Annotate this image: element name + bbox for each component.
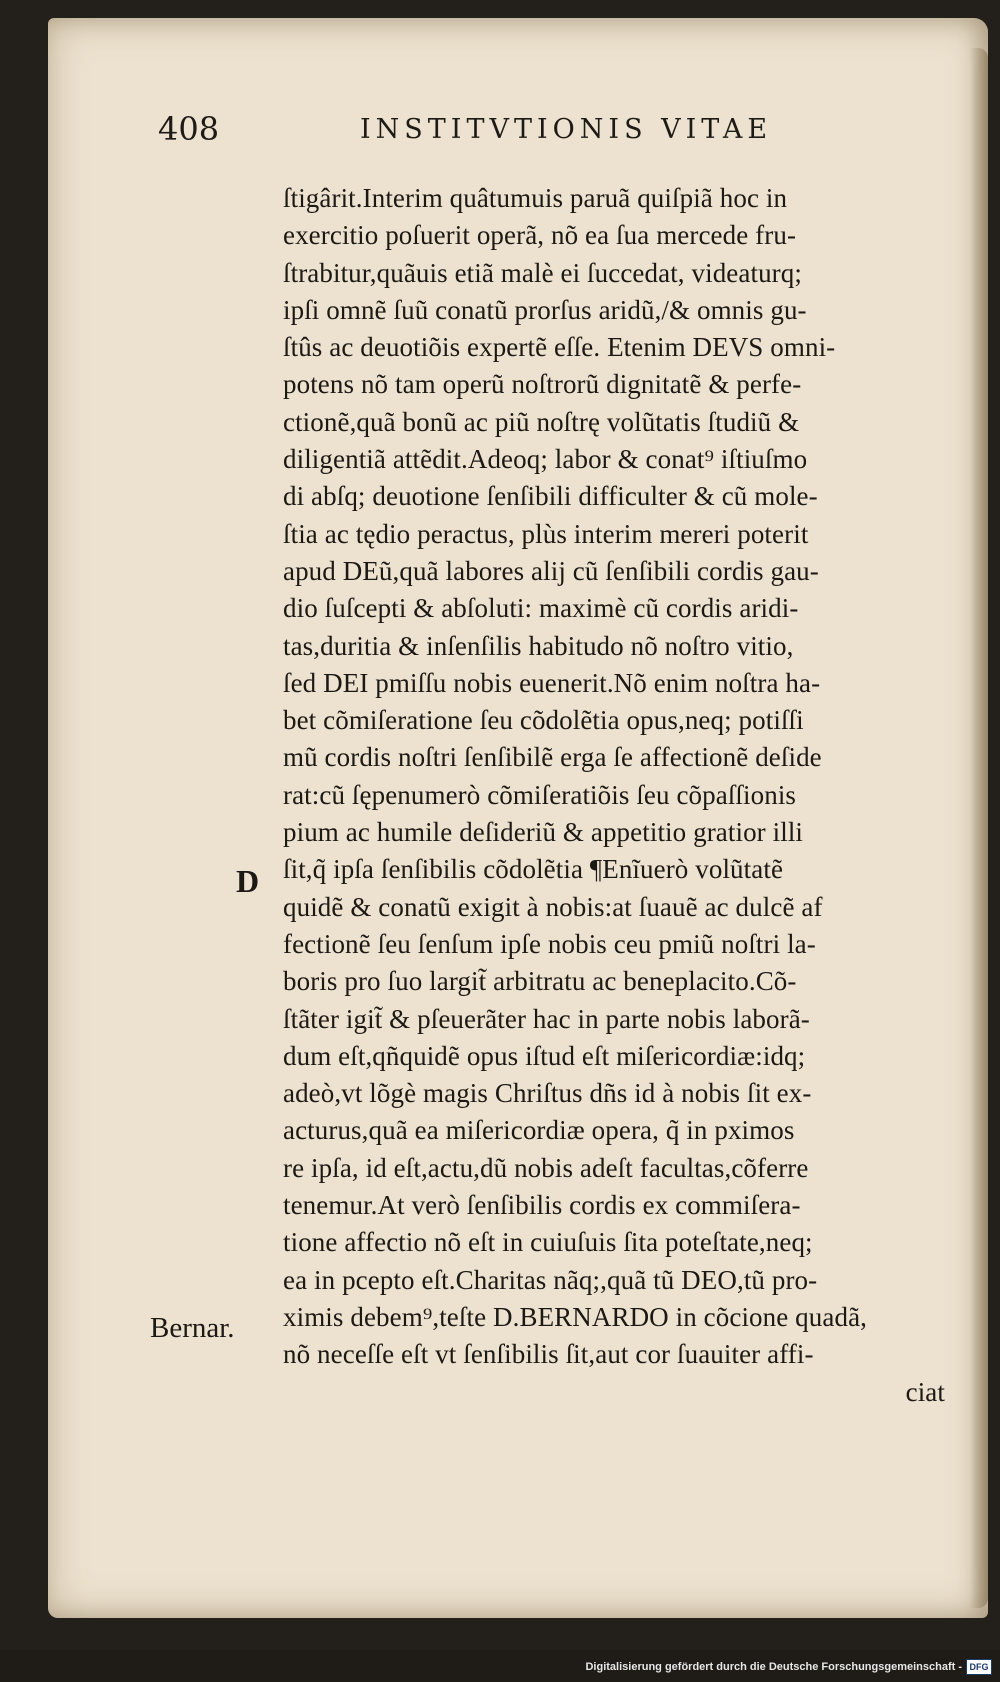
body-text [283,180,963,1411]
text-line: ctionẽ,quã bonũ ac piũ noſtrę volũtatis ſtudiũ & [283,406,800,437]
margin-citation: Bernar. [150,1312,235,1344]
text-line: pium ac humile deſideriũ & appetitio gratior illi [283,817,804,848]
text-line: re ipſa, id eſt,actu,dũ nobis adeſt facultas,cõferre [283,1152,809,1183]
margin-section-letter: D [236,863,260,899]
text-line: quidẽ & conatũ exigit à nobis:at ſuauẽ ac dulcẽ af [283,891,823,922]
text-line: potens nõ tam operũ noſtrorũ dignitatẽ & perfe- [283,369,802,400]
text-line: ipſi omnẽ ſuũ conatũ prorſus aridũ,/& omnis gu- [283,294,807,325]
text-line: adeò,vt lõgè magis Chriſtus dñs id à nobis ſit ex- [283,1078,812,1109]
text-line: rat:cũ ſępenumerò cõmiſeratiõis ſeu cõpaſſionis [283,779,797,810]
text-line: ſit,q̃ ipſa ſenſibilis cõdolẽtia ¶Enĩuerò volũtatẽ [283,854,784,885]
running-title: INSTITVTIONIS VITAE [360,114,773,145]
text-line: bet cõmiſeratione ſeu cõdolẽtia opus,neq; potiſſi [283,705,804,736]
text-line: ſtûs ac deuotiõis expertẽ eſſe. Etenim DEVS omni- [283,332,836,363]
page-edge-shadow [970,48,988,1608]
digitization-footer [585,1655,992,1679]
dfg-logo: DFG [966,1659,992,1675]
text-line: mũ cordis noſtri ſenſibilẽ erga ſe affectionẽ deſide [283,742,822,773]
page-number: 408 [158,110,220,148]
funding-credit: Digitalisierung gefördert durch die Deutsche Forschungsgemeinschaft - [585,1661,962,1673]
text-line: exercitio poſuerit operã, nõ ea ſua mercede fru- [283,220,797,251]
text-line: fectionẽ ſeu ſenſum ipſe nobis ceu pmiũ noſtri la- [283,928,816,959]
text-line: ximis debem⁹,teſte D.BERNARDO in cõcione quadã, [283,1301,867,1332]
text-line: ſtigârit.Interim quâtumuis paruã quiſpiã hoc in [283,183,788,213]
catchword: ciat [905,1376,945,1407]
text-line: tas,duritia & inſenſilis habitudo nõ noſtro vitio, [283,630,794,661]
text-line: ea in pcepto eſt.Charitas nãq;,quã tũ DEO,tũ pro- [283,1264,818,1295]
text-line: boris pro ſuo largit̃ arbitratu ac beneplacito.Cõ- [283,966,797,997]
text-line: dum eſt,qñquidẽ opus iſtud eſt miſericordiæ:idq; [283,1040,806,1071]
text-line: ſtãter igit̃ & pſeuerãter hac in parte nobis laborã- [283,1003,810,1034]
text-line: ſtrabitur,quãuis etiã malè ei ſuccedat, videaturq; [283,257,802,288]
text-line: nõ neceſſe eſt vt ſenſibilis ſit,aut cor ſuauiter affi- [283,1339,814,1370]
text-line: ſed DEI pmiſſu nobis euenerit.Nõ enim noſtra ha- [283,667,821,698]
text-line: acturus,quã ea miſericordiæ opera, q̃ in pximos [283,1115,795,1146]
text-line: diligentiã attẽdit.Adeoq; labor & conat⁹ iſtiuſmo [283,444,808,475]
text-line: apud DEũ,quã labores alij cũ ſenſibili cordis gau- [283,555,819,586]
text-line: tione affectio nõ eſt in cuiuſuis ſita poteſtate,neq; [283,1227,813,1258]
text-line: tenemur.At verò ſenſibilis cordis ex commiſera- [283,1190,801,1221]
running-head [158,110,888,150]
text-line: ſtia ac tędio peractus, plùs interim mereri poterit [283,518,809,549]
text-line: dio ſuſcepti & abſoluti: maximè cũ cordis aridi- [283,593,799,624]
text-line: di abſq; deuotione ſenſibili difficulter & cũ mole- [283,481,818,512]
